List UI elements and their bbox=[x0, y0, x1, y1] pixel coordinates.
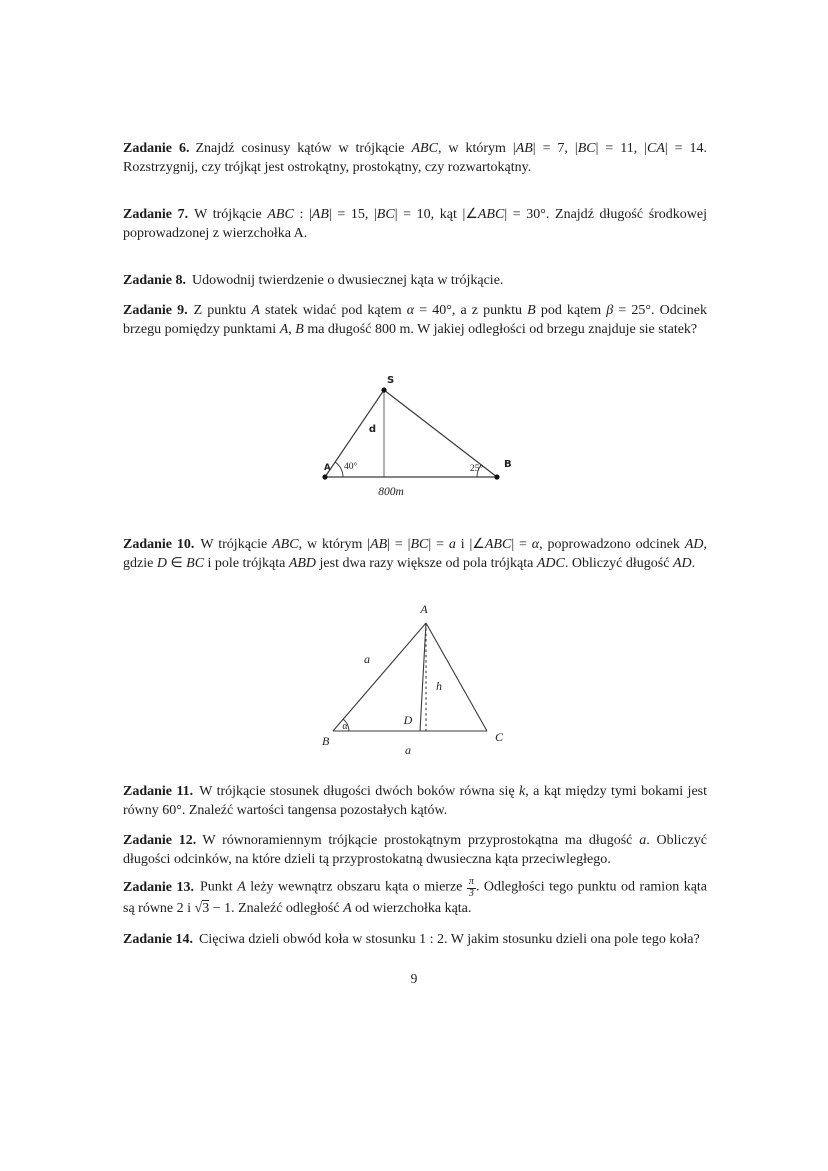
cevian-AD bbox=[420, 623, 426, 731]
text-segment: ABC bbox=[272, 537, 299, 552]
problem-zadanie-8 bbox=[123, 271, 707, 290]
vertex-C-label: C bbox=[495, 730, 504, 744]
text-segment: A bbox=[251, 303, 260, 318]
text-segment: β bbox=[606, 303, 614, 318]
text-segment: , a kąt między tymi bokami jest równy 60°. Znaleźć wartości tangensa pozostałych kątów. bbox=[123, 784, 707, 818]
text-segment: α bbox=[406, 303, 415, 318]
text-segment: ma długość 800 m. W jakiej odległości od brzegu znajduje sie statek? bbox=[303, 322, 698, 337]
text-segment: Cięciwa dzieli obwód koła w stosunku 1 : 2. W jakim stosunku dzieli ona pole tego koła? bbox=[199, 932, 700, 947]
text-segment: AD bbox=[684, 537, 704, 552]
text-segment: , w którym | bbox=[437, 141, 516, 156]
ship-base-length-label: 800m bbox=[378, 486, 404, 498]
text-segment: | = 11, | bbox=[595, 141, 647, 156]
point-S-dot bbox=[381, 387, 386, 392]
text-segment: W trójkącie stosunek długości dwóch boków równa się bbox=[199, 784, 520, 799]
text-segment: . Odległości tego punktu od ramion kąta są równe 2 i bbox=[123, 879, 708, 917]
problem-label: Zadanie 6. bbox=[123, 141, 190, 156]
problem-label: Zadanie 10. bbox=[123, 537, 195, 552]
problem-label: Zadanie 12. bbox=[123, 833, 197, 848]
ship-right-vertex-label: B bbox=[504, 459, 512, 470]
text-segment: | = 10, kąt |∠ bbox=[394, 207, 478, 222]
text-segment: . Obliczyć długości odcinków, na które dzieli tą przyprostokatną dwusieczna kąta przeciwległego. bbox=[123, 833, 708, 867]
text-segment: | = | bbox=[387, 537, 411, 552]
text-segment: ABC bbox=[477, 207, 505, 222]
text-segment: i |∠ bbox=[455, 537, 485, 552]
text-segment: | = 14. Rozstrzygnij, czy trójkąt jest ostrokątny, prostokątny, czy rozwartokątny. bbox=[123, 141, 708, 175]
text-segment: AB bbox=[370, 537, 388, 552]
text-segment: | = bbox=[511, 537, 532, 552]
text-segment: CA bbox=[646, 141, 665, 156]
isosceles-triangle-diagram bbox=[300, 597, 520, 765]
text-segment: statek widać pod kątem bbox=[259, 303, 407, 318]
text-segment: | = 15, | bbox=[328, 207, 377, 222]
text-segment: , w którym | bbox=[298, 537, 371, 552]
text-segment: , gdzie bbox=[123, 537, 707, 571]
problem-label: Zadanie 14. bbox=[123, 932, 194, 947]
text-segment: AB bbox=[311, 207, 329, 222]
problem-zadanie-13 bbox=[123, 877, 707, 918]
text-segment: BC bbox=[577, 141, 596, 156]
text-segment: , poprowadzono odcinek bbox=[539, 537, 685, 552]
ship-apex-label: S bbox=[387, 375, 395, 386]
text-segment: AD bbox=[672, 556, 692, 571]
text-segment: | = 7, | bbox=[532, 141, 578, 156]
text-segment: pod kątem bbox=[535, 303, 607, 318]
text-segment: . Obliczyć długość bbox=[564, 556, 673, 571]
text-segment: A bbox=[279, 322, 289, 337]
base-a-label: a bbox=[405, 743, 411, 757]
text-segment: i pole trójkąta bbox=[204, 556, 289, 571]
square-root: √3 bbox=[194, 901, 210, 917]
point-B-dot bbox=[494, 474, 499, 479]
text-segment: = 25°. Odcinek brzegu pomiędzy punktami bbox=[123, 303, 708, 337]
problem-zadanie-9 bbox=[123, 301, 707, 339]
angle-alpha-label: α bbox=[342, 721, 348, 732]
text-segment: W trójkącie bbox=[200, 537, 273, 552]
text-segment: A bbox=[237, 879, 246, 895]
text-segment: Udowodnij twierdzenie o dwusiecznej kąta w trójkącie. bbox=[192, 273, 504, 288]
text-segment: − 1. Znaleźć odległość bbox=[209, 901, 344, 917]
ship-height-label: d bbox=[368, 424, 376, 435]
fraction: $\frac{\pi}{3}$ bbox=[468, 876, 474, 899]
text-segment: Znajdź cosinusy kątów w trójkącie bbox=[195, 141, 412, 156]
text-segment: : | bbox=[293, 207, 312, 222]
text-segment: B bbox=[527, 303, 536, 318]
text-segment: od wierzchołka kąta. bbox=[351, 901, 472, 917]
point-D-label: D bbox=[403, 713, 413, 727]
problem-zadanie-11 bbox=[123, 782, 707, 820]
text-segment: ABC bbox=[484, 537, 512, 552]
side-a-label: a bbox=[364, 652, 370, 666]
problem-zadanie-10 bbox=[123, 535, 707, 573]
text-segment: W trójkącie bbox=[194, 207, 268, 222]
text-segment: Punkt bbox=[200, 879, 238, 895]
problem-zadanie-7 bbox=[123, 205, 707, 243]
text-segment: a bbox=[639, 833, 647, 848]
text-segment: BC bbox=[186, 556, 205, 571]
text-segment: Z punktu bbox=[193, 303, 252, 318]
text-segment: ABD bbox=[288, 556, 317, 571]
text-segment: jest dwa razy większe od pola trójkąta bbox=[316, 556, 537, 571]
text-segment: a bbox=[448, 537, 456, 552]
text-segment: , bbox=[288, 322, 296, 337]
text-segment: α bbox=[531, 537, 540, 552]
problem-label: Zadanie 11. bbox=[123, 784, 194, 799]
side-AC bbox=[426, 623, 487, 731]
text-segment: | = bbox=[428, 537, 449, 552]
problem-label: Zadanie 9. bbox=[123, 303, 188, 318]
ship-left-vertex-label: A bbox=[324, 463, 331, 473]
problem-zadanie-14 bbox=[123, 930, 707, 949]
vertex-B-label: B bbox=[322, 734, 330, 748]
height-h-label: h bbox=[436, 679, 442, 693]
text-segment: A bbox=[343, 901, 352, 917]
angle-arc-left bbox=[335, 462, 343, 477]
text-segment: W równoramiennym trójkącie prostokątnym przyprostokątna ma długość bbox=[202, 833, 640, 848]
problem-zadanie-12 bbox=[123, 831, 707, 869]
text-segment: . bbox=[691, 556, 696, 571]
problem-label: Zadanie 8. bbox=[123, 273, 187, 288]
text-segment: B bbox=[295, 322, 304, 337]
ship-triangle-diagram bbox=[300, 370, 530, 510]
text-segment: = 40°, a z punktu bbox=[414, 303, 528, 318]
page-number: 9 bbox=[410, 971, 418, 986]
text-segment: BC bbox=[410, 537, 429, 552]
text-segment: D bbox=[156, 556, 167, 571]
ship-right-angle-label: 25° bbox=[470, 464, 484, 474]
ship-left-angle-label: 40° bbox=[344, 462, 358, 472]
point-A-dot bbox=[322, 474, 327, 479]
problem-label: Zadanie 13. bbox=[123, 879, 195, 895]
text-segment: ABC bbox=[411, 141, 438, 156]
text-segment: | = 30°. Znajdź długość środkowej poprowadzonej z wierzchołka A. bbox=[123, 207, 708, 241]
text-segment: k bbox=[519, 784, 526, 799]
text-segment: ADC bbox=[536, 556, 565, 571]
text-segment: AB bbox=[515, 141, 533, 156]
text-segment: BC bbox=[376, 207, 395, 222]
problem-label: Zadanie 7. bbox=[123, 207, 189, 222]
text-segment: ∈ bbox=[166, 556, 187, 571]
problem-zadanie-6 bbox=[123, 139, 707, 177]
text-segment: leży wewnątrz obszaru kąta o mierze bbox=[245, 879, 467, 895]
vertex-A-label: A bbox=[420, 602, 428, 616]
text-segment: ABC bbox=[267, 207, 294, 222]
